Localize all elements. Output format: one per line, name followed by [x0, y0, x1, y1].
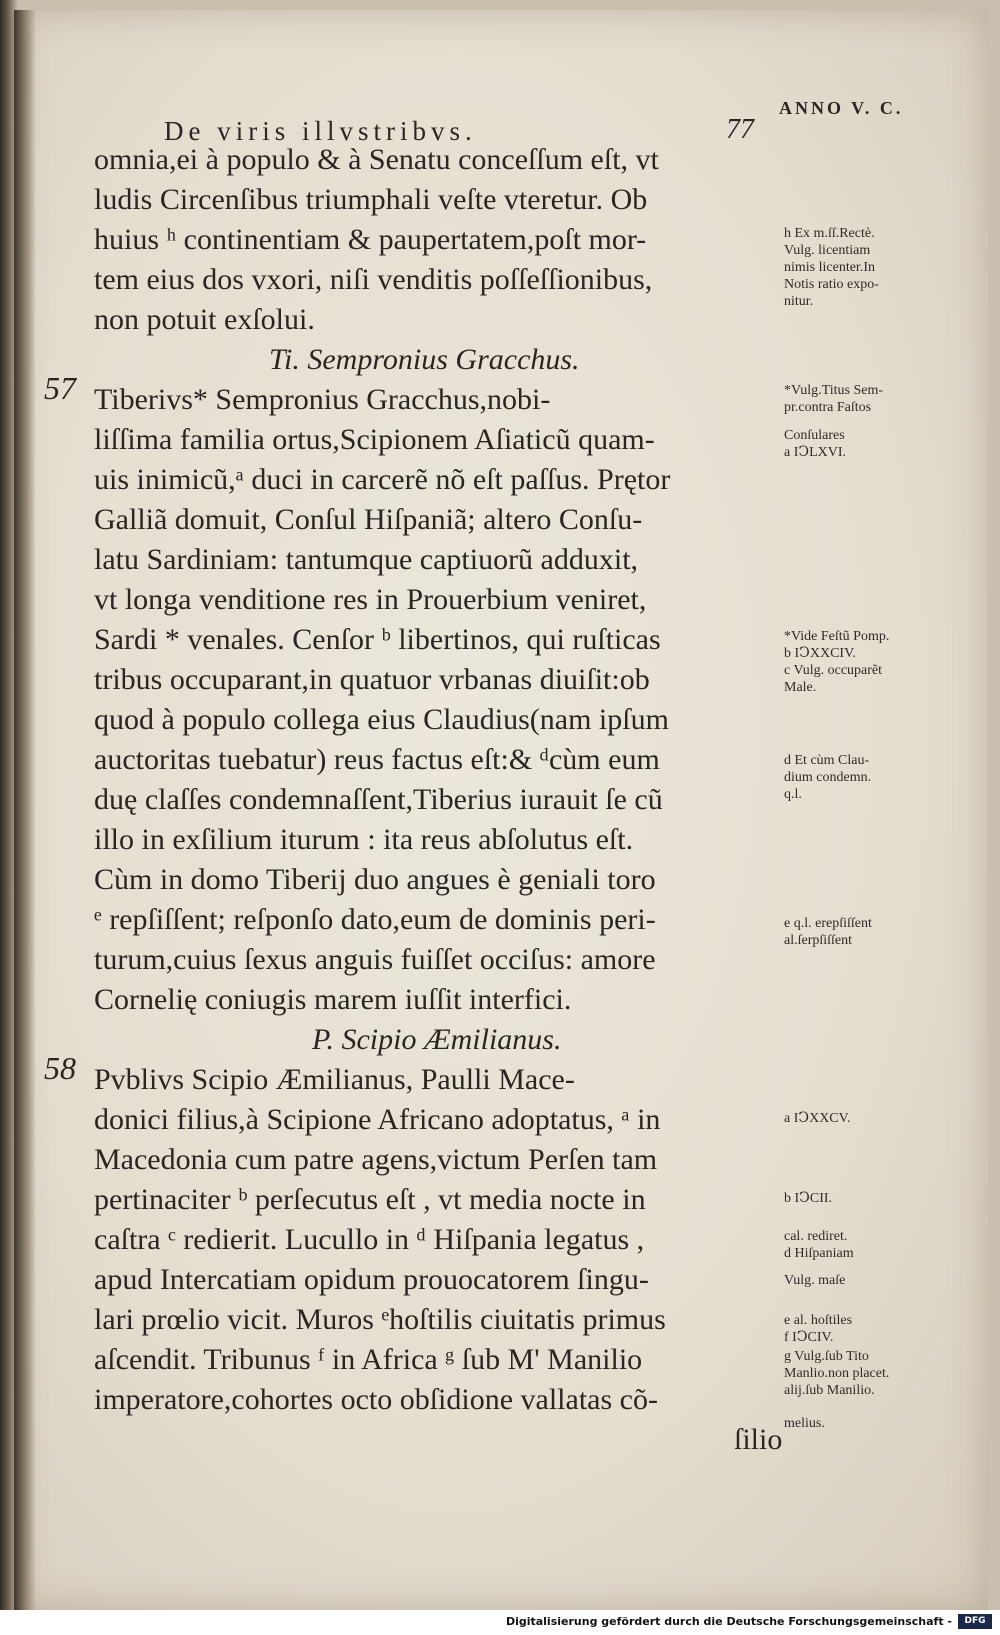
- dfg-logo[interactable]: DFG: [958, 1614, 992, 1629]
- side-note: d Hiſpaniam: [784, 1246, 854, 1261]
- anno-label: ANNO V. C.: [779, 98, 904, 118]
- side-note: a IↃXXCV.: [784, 1111, 851, 1126]
- running-head-title: De viris illvstribvs.: [164, 116, 477, 146]
- section-heading: Ti. Sempronius Gracchus.: [269, 343, 580, 376]
- side-note: al.ſerpſiſſent: [784, 933, 853, 948]
- body-line: vt longa venditione res in Prouerbium veniret,: [94, 583, 647, 616]
- side-note: dium condemn.: [784, 770, 872, 785]
- body-line: omnia,ei à populo & à Senatu conceſſum eſt, vt: [94, 143, 659, 176]
- side-note: Manlio.non placet.: [784, 1366, 890, 1381]
- side-note: cal. rediret.: [784, 1229, 848, 1244]
- body-line: latu Sardiniam: tantumque captiuorũ adduxit,: [94, 543, 639, 576]
- body-line: tem eius dos vxori, niſi venditis poſſeſſionibus,: [94, 263, 653, 296]
- body-line: tribus occuparant,in quatuor vrbanas diuiſit:ob: [94, 663, 650, 696]
- body-line: auctoritas tuebatur) reus factus eſt:& ᵈcùm eum: [94, 743, 660, 776]
- side-note: a IↃLXVI.: [784, 445, 847, 460]
- side-note: Notis ratio expo-: [784, 277, 879, 292]
- side-note: Vulg. licentiam: [784, 243, 871, 258]
- body-line: donici filius,à Scipione Africano adoptatus, ᵃ in: [94, 1103, 661, 1136]
- side-note: pr.contra Faſtos: [784, 400, 872, 415]
- side-note: Conſulares: [784, 428, 845, 443]
- body-line: Tiberivs* Sempronius Gracchus,nobi-: [94, 383, 551, 416]
- section-heading: P. Scipio Æmilianus.: [312, 1023, 562, 1056]
- side-note: Vulg. maſe: [784, 1273, 846, 1288]
- side-note: g Vulg.ſub Tito: [784, 1349, 869, 1364]
- body-line: ᵉ repſiſſent; reſponſo dato,eum de dominis peri-: [94, 903, 656, 936]
- side-note: *Vulg.Titus Sem-: [784, 383, 883, 398]
- body-line: aſcendit. Tribunus ᶠ in Africa ᵍ ſub M' Manilio: [94, 1343, 643, 1376]
- side-note: e al. hoſtiles: [784, 1313, 853, 1328]
- body-line: duę claſſes condemnaſſent,Tiberius iurauit ſe cũ: [94, 783, 663, 816]
- body-line: Pvblivs Scipio Æmilianus, Paulli Mace-: [94, 1063, 575, 1096]
- book-page: [14, 10, 988, 1610]
- side-note: alij.ſub Manilio.: [784, 1383, 875, 1398]
- body-line: Galliã domuit, Conſul Hiſpaniã; altero Conſu-: [94, 503, 643, 536]
- side-note: c Vulg. occuparẽt: [784, 663, 883, 678]
- body-line: huius ʰ continentiam & paupertatem,poſt mor-: [94, 223, 647, 256]
- body-line: pertinaciter ᵇ perſecutus eſt , vt media nocte in: [94, 1183, 646, 1216]
- body-line: Cùm in domo Tiberij duo angues è geniali toro: [94, 863, 656, 896]
- page-gutter: [14, 10, 36, 1610]
- body-line: ſilio: [734, 1423, 783, 1456]
- side-note: e q.l. erepſiſſent: [784, 916, 872, 931]
- side-note: nitur.: [784, 294, 814, 309]
- body-line: ludis Circenſibus triumphali veſte vteretur. Ob: [94, 183, 648, 216]
- side-note: b IↃXXCIV.: [784, 646, 856, 661]
- margin-number: 57: [44, 370, 76, 406]
- page-number: 77: [726, 114, 754, 145]
- body-line: caſtra ᶜ redierit. Lucullo in ᵈ Hiſpania legatus ,: [94, 1223, 645, 1256]
- body-line: illo in exſilium iturum : ita reus abſolutus eſt.: [94, 823, 634, 856]
- side-note: *Vide Feſtũ Pomp.: [784, 629, 890, 644]
- body-line: non potuit exſolui.: [94, 303, 315, 336]
- footer-bar: [0, 1610, 1000, 1635]
- body-line: Sardi * venales. Cenſor ᵇ libertinos, qui ruſticas: [94, 623, 661, 656]
- margin-number: 58: [44, 1050, 76, 1086]
- side-note: f IↃCIV.: [784, 1330, 834, 1345]
- side-note: b IↃCII.: [784, 1191, 833, 1206]
- side-note: melius.: [784, 1416, 825, 1431]
- body-line: uis inimicũ,ᵃ duci in carcerẽ nõ eſt paſſus. Prętor: [94, 463, 671, 496]
- side-note: Male.: [784, 680, 817, 695]
- body-line: apud Intercatiam opidum prouocatorem ſingu-: [94, 1263, 649, 1296]
- body-line: liſſima familia ortus,Scipionem Aſiaticũ quam-: [94, 423, 655, 456]
- side-note: h Ex m.ſſ.Rectè.: [784, 226, 875, 241]
- side-note: nimis licenter.In: [784, 260, 875, 275]
- body-line: Macedonia cum patre agens,victum Perſen tam: [94, 1143, 658, 1176]
- body-line: lari prœlio vicit. Muros ᵉhoſtilis ciuitatis primus: [94, 1303, 666, 1336]
- body-line: imperatore,cohortes octo obſidione vallatas cõ-: [94, 1383, 658, 1416]
- body-line: quod à populo collega eius Claudius(nam ipſum: [94, 703, 669, 736]
- footer-credit: Digitalisierung gefördert durch die Deutsche Forschungsgemeinschaft -: [505, 1615, 952, 1628]
- body-line: turum,cuius ſexus anguis fuiſſet occiſus: amore: [94, 943, 656, 976]
- side-note: d Et cùm Clau-: [784, 753, 870, 768]
- body-line: Cornelię coniugis marem iuſſit interfici.: [94, 983, 572, 1016]
- side-note: q.l.: [784, 787, 802, 802]
